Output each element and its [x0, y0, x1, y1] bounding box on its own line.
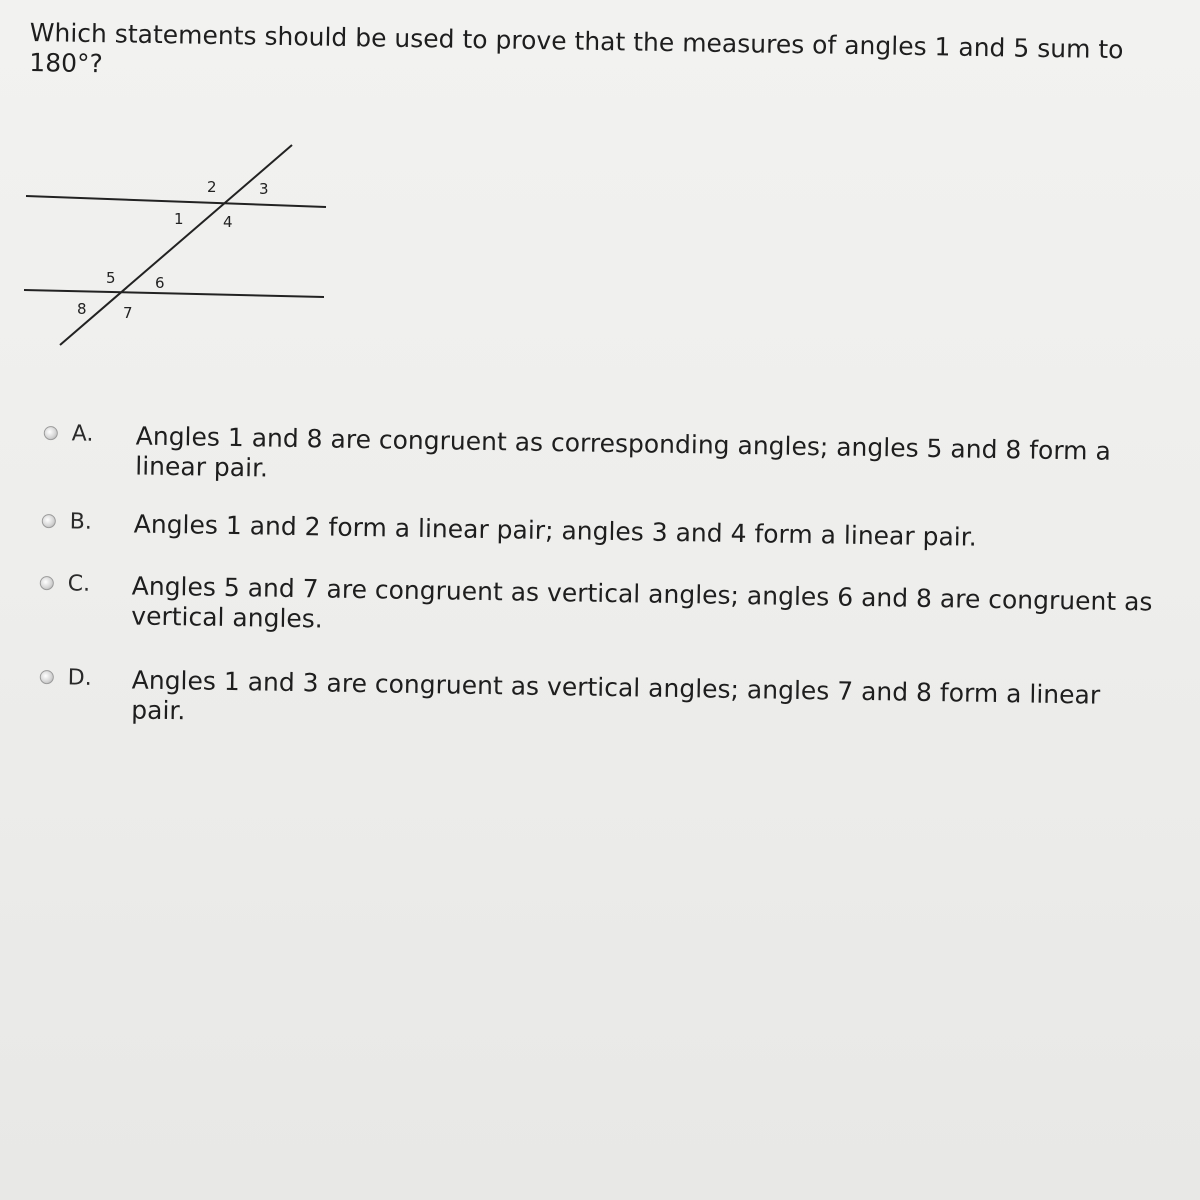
angle-label-3: 3	[259, 180, 269, 198]
option-a-text: Angles 1 and 8 are congruent as corresponding angles; angles 5 and 8 form a linear pair.	[135, 421, 1112, 483]
option-c-letter: C.	[67, 571, 91, 597]
option-b[interactable]	[42, 508, 1162, 556]
angle-label-4: 4	[223, 213, 233, 231]
option-a[interactable]	[43, 420, 1164, 498]
angle-label-1: 1	[174, 210, 184, 228]
option-d-letter: D.	[67, 665, 92, 691]
option-c-text: Angles 5 and 7 are congruent as vertical angles; angles 6 and 8 are congruent as vertical angles.	[131, 571, 1153, 634]
radio-button-c[interactable]	[40, 576, 54, 590]
radio-button-a[interactable]	[44, 426, 58, 440]
option-b-letter: B.	[69, 509, 93, 535]
angle-label-5: 5	[106, 269, 116, 287]
option-d-text: Angles 1 and 3 are congruent as vertical angles; angles 7 and 8 form a linear pair.	[131, 665, 1101, 726]
option-d[interactable]	[39, 664, 1170, 742]
option-a-letter: A.	[71, 421, 94, 447]
angle-label-6: 6	[155, 274, 165, 292]
angle-label-8: 8	[77, 300, 87, 318]
angle-label-7: 7	[123, 304, 133, 322]
option-b-text: Angles 1 and 2 form a linear pair; angles 3 and 4 form a linear pair.	[133, 509, 977, 552]
question-text: Which statements should be used to prove that the measures of angles 1 and 5 sum to 180°?	[29, 18, 1124, 79]
angle-label-2: 2	[207, 178, 217, 196]
option-c[interactable]	[39, 570, 1170, 648]
radio-button-d[interactable]	[40, 670, 54, 684]
radio-button-b[interactable]	[42, 514, 56, 528]
